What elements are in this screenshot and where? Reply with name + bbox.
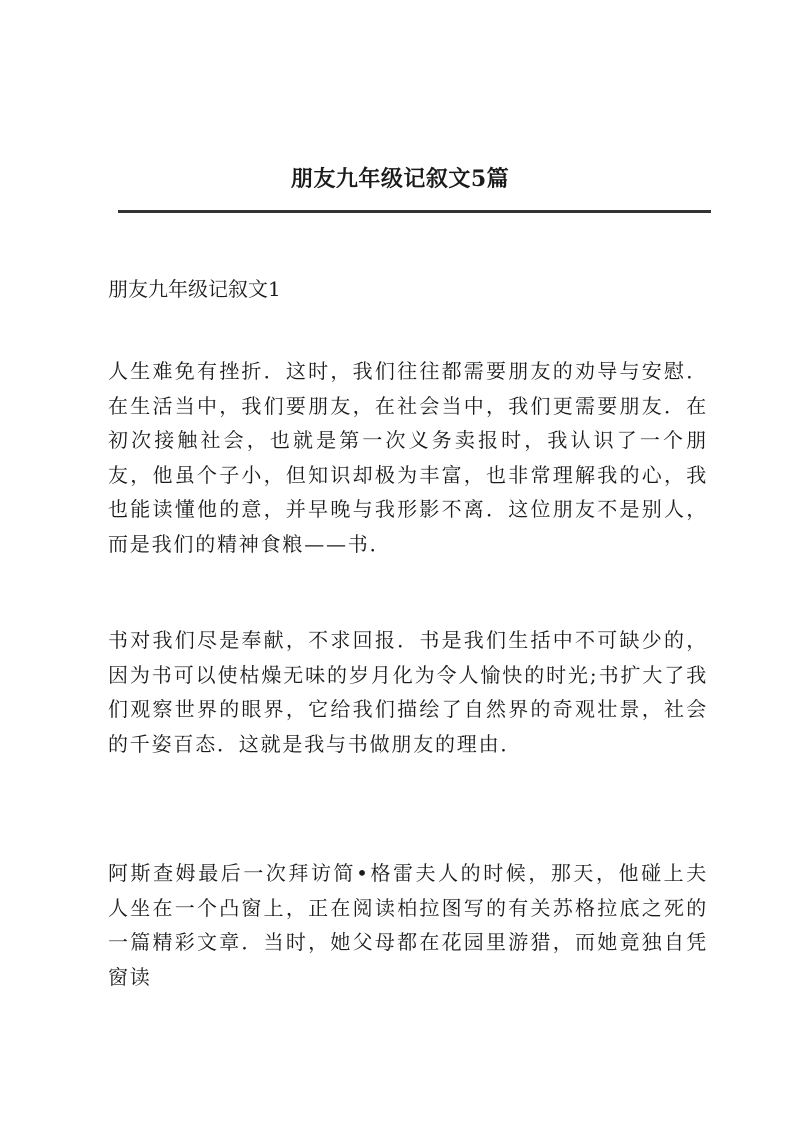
document-title: 朋友九年级记叙文5篇 [290,166,510,192]
title-divider [118,210,711,213]
paragraph-2: 书对我们尽是奉献，不求回报．书是我们生括中不可缺少的，因为书可以使枯燥无味的岁月化为令人愉快的时光;书扩大了我们观察世界的眼界，它给我们描绘了自然界的奇观壮景，社会的千姿百态．这就是我与书做朋友的理由． [108,628,708,756]
section-heading: 朋友九年级记叙文1 [108,277,281,301]
paragraph-3: 阿斯查姆最后一次拜访简•格雷夫人的时候，那天，他碰上夫人坐在一个凸窗上，正在阅读柏拉图写的有关苏格拉底之死的一篇精彩文章．当时，她父母都在花园里游猎，而她竟独自凭窗读 [108,861,708,989]
paragraph-1: 人生难免有挫折．这时，我们往往都需要朋友的劝导与安慰．在生活当中，我们要朋友，在社会当中，我们更需要朋友．在初次接触社会，也就是第一次义务卖报时，我认识了一个朋友，他虽个子小，但知识却极为丰富，也非常理解我的心，我也能读懂他的意，并早晚与我形影不离．这位朋友不是别人，而是我们的精神食粮——书． [108,359,708,556]
